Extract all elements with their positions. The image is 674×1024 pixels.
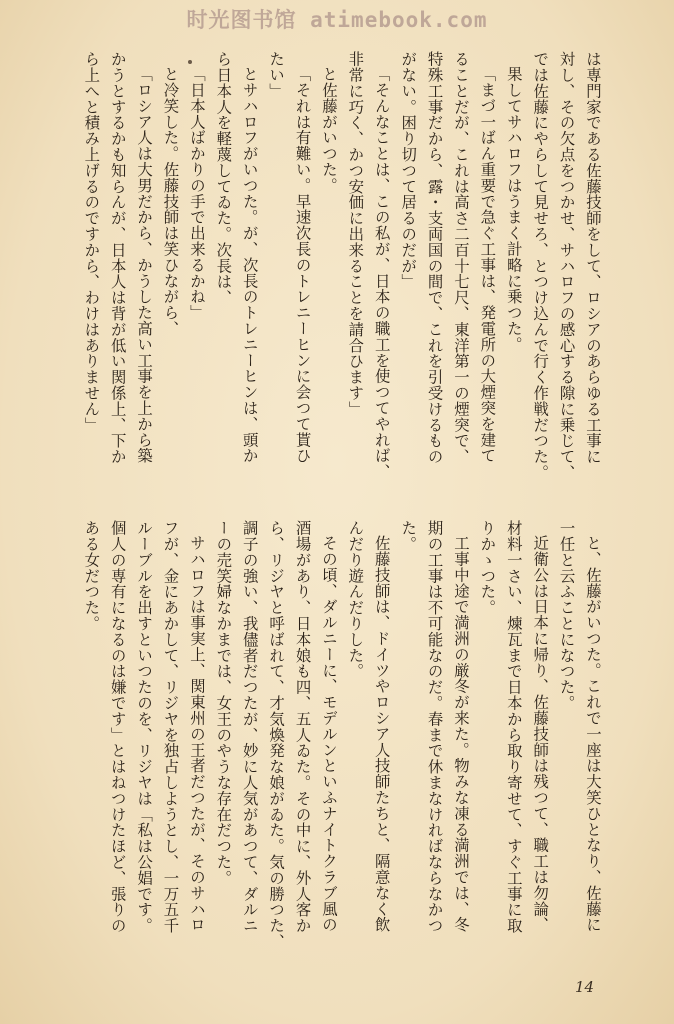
text-column: 個人の専有になるのは嫌です」とはねつけたほど、張りの [108, 520, 127, 934]
text-column: 「ロシア人は大男だから、かうした高い工事を上から築 [135, 66, 154, 464]
text-column: ら、リジヤと呼ばれて、才気煥発な娘がゐた。気の勝つた、 [267, 520, 286, 950]
text-column: その頃、ダルニーに、モデルンといふナイトクラブ風の [319, 535, 338, 933]
text-column: 果してサハロフはうまく計略に乗つた。 [504, 66, 523, 353]
text-column: たい」 [267, 51, 286, 99]
text-column: 非常に巧く、かつ安価に出来ることを請合ひます」 [346, 51, 365, 417]
text-column: は専門家である佐藤技師をして、ロシアのあらゆる工事に [584, 51, 602, 465]
watermark: 时光图书馆 atimebook.com [186, 8, 488, 32]
text-column: ら上へと積み上げるのですから、わけはありません」 [82, 51, 101, 433]
text-column: んだり遊んだりした。 [346, 520, 365, 679]
bottom-text-block [78, 520, 606, 965]
text-column: 一任と云ふことになつた。 [557, 520, 576, 711]
text-column: と、佐藤がいつた。これで一座は大笑ひとなり、佐藤に [584, 535, 602, 933]
text-column: がない。困り切つて居るのだが」 [399, 51, 418, 290]
text-column: 特殊工事だから、露・支両国の間で、これを引受けるもの [425, 51, 444, 465]
page-number: 14 [575, 978, 595, 996]
text-column: 調子の強い、我儘者だつたが、妙に人気があつて、ダルニ [240, 520, 259, 934]
text-column: と佐藤がいつた。 [319, 66, 338, 194]
text-column: ら日本人を軽蔑してゐた。次長は、 [214, 51, 233, 306]
text-column: ることだが、これは高さ二百十七尺、東洋第一の煙突で、 [451, 51, 470, 465]
text-column: フが、金にあかして、リジヤを独占しようとし、一万五千 [161, 520, 180, 934]
text-column: りかゝつた。 [478, 520, 497, 616]
text-column: 「それは有難い。早速次長のトレニーヒンに会つて貰ひ [293, 66, 312, 464]
text-column: 材料一さい、煉瓦まで日本から取り寄せて、すぐ工事に取 [504, 520, 523, 934]
text-column: 佐藤技師は、ドイツやロシア人技師たちと、隔意なく飲 [372, 535, 391, 933]
text-column: と冷笑した。佐藤技師は笑ひながら、 [161, 66, 180, 337]
text-column: 「そんなことは、この私が、日本の職工を使つてやれば、 [372, 66, 391, 480]
text-column: ある女だつた。 [82, 520, 101, 632]
text-column: サハロフは事実上、関東州の王者だつたが、そのサハロ [187, 535, 206, 933]
text-column: とサハロフがいつた。が、次長のトレニーヒンは、頭か [240, 66, 259, 464]
text-column: 近衛公は日本に帰り、佐藤技師は残つて、職工は勿論、 [531, 535, 550, 933]
text-column: 工事中途で満洲の厳冬が来た。物みな凍る満洲では、冬 [451, 535, 470, 933]
text-column: ーの売笑婦なかまでは、女王のやうな存在だつた。 [214, 520, 233, 886]
text-column: ルーブルを出すといつたのを、リジヤは「私は公娼です。 [135, 520, 154, 934]
text-column: 期の工事は不可能なのだ。春まで休まなければならなかつ [425, 520, 444, 934]
text-column: 対し、その欠点をつかせ、サハロフの感心する隙に乗じて、 [557, 51, 576, 481]
text-column: では佐藤にやらして見せろ、とつけ込んで行く作戦だつた。 [531, 51, 550, 481]
text-column: 「まづ一ばん重要で急ぐ工事は、発電所の大煙突を建て [478, 66, 497, 464]
text-column: かうとするかも知らんが、日本人は背が低い関係上、下か [108, 51, 127, 465]
text-column: た。 [399, 520, 418, 552]
top-text-block [78, 51, 606, 493]
text-column: 「日本人ばかりの手で出来るかね」 [187, 66, 206, 321]
text-column: 酒場があり、日本娘も四、五人ゐた。その中に、外人客か [293, 520, 312, 934]
